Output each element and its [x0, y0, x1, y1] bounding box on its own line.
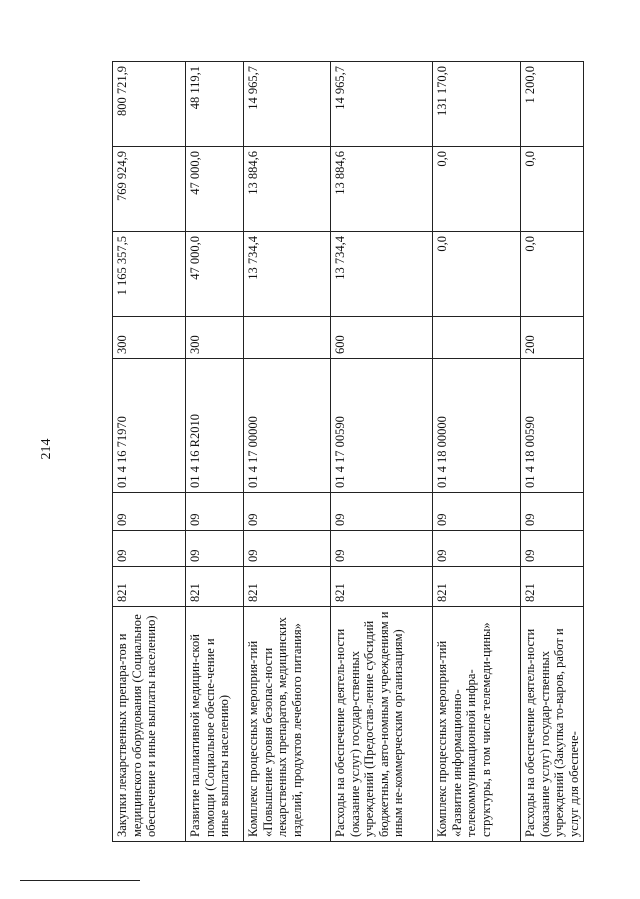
subsection-code: 09 [113, 493, 186, 531]
grbs-code: 821 [113, 567, 186, 607]
target-article-code: 01 4 16 R2010 [186, 359, 244, 493]
amount-year-1: 1 165 357,5 [113, 232, 186, 317]
amount-year-2: 47 000,0 [186, 147, 244, 232]
section-code: 09 [186, 531, 244, 567]
row-name: Расходы на обеспечение деятель-ности (оказание услуг) государ-ственных учреждений (Предостав-ление субсидий бюджетным, авто-номным учреждениям и иным не-коммерческим организациям) [331, 607, 433, 842]
section-code: 09 [331, 531, 433, 567]
subsection-code: 09 [244, 493, 331, 531]
amount-year-3: 14 965,7 [331, 62, 433, 147]
expense-type-code: 200 [521, 317, 584, 359]
table-row [113, 62, 186, 842]
page-number-text: 214 [39, 438, 54, 460]
table-row [186, 62, 244, 842]
target-article-code: 01 4 16 71970 [113, 359, 186, 493]
amount-year-1: 47 000,0 [186, 232, 244, 317]
expense-type-code [433, 317, 521, 359]
grbs-code: 821 [186, 567, 244, 607]
expense-type-code: 600 [331, 317, 433, 359]
section-code: 09 [244, 531, 331, 567]
amount-year-2: 13 884,6 [331, 147, 433, 232]
expense-type-code [244, 317, 331, 359]
subsection-code: 09 [186, 493, 244, 531]
amount-year-1: 0,0 [521, 232, 584, 317]
target-article-code: 01 4 17 00590 [331, 359, 433, 493]
budget-table [112, 61, 584, 842]
budget-table-container [112, 62, 582, 842]
amount-year-1: 13 734,4 [244, 232, 331, 317]
target-article-code: 01 4 17 00000 [244, 359, 331, 493]
grbs-code: 821 [521, 567, 584, 607]
target-article-code: 01 4 18 00590 [521, 359, 584, 493]
table-row [331, 62, 433, 842]
expense-type-code: 300 [113, 317, 186, 359]
amount-year-3: 131 170,0 [433, 62, 521, 147]
grbs-code: 821 [244, 567, 331, 607]
section-code: 09 [113, 531, 186, 567]
table-row [244, 62, 331, 842]
amount-year-3: 14 965,7 [244, 62, 331, 147]
subsection-code: 09 [521, 493, 584, 531]
subsection-code: 09 [433, 493, 521, 531]
amount-year-3: 1 200,0 [521, 62, 584, 147]
section-code: 09 [433, 531, 521, 567]
grbs-code: 821 [331, 567, 433, 607]
amount-year-2: 0,0 [521, 147, 584, 232]
expense-type-code: 300 [186, 317, 244, 359]
footnote-separator [20, 880, 140, 881]
amount-year-1: 13 734,4 [331, 232, 433, 317]
amount-year-3: 48 119,1 [186, 62, 244, 147]
amount-year-2: 769 924,9 [113, 147, 186, 232]
table-row [521, 62, 584, 842]
amount-year-3: 800 721,9 [113, 62, 186, 147]
row-name: Расходы на обеспечение деятель-ности (оказание услуг) государ-ственных учреждений (Закупка то-варов, работ и услуг для обеспече- [521, 607, 584, 842]
amount-year-1: 0,0 [433, 232, 521, 317]
table-row [433, 62, 521, 842]
row-name: Комплекс процессных мероприя-тий «Развитие информационно-телекоммуникационной инфра-структуры, в том числе телемеди-цины» [433, 607, 521, 842]
row-name: Закупки лекарственных препара-тов и медицинского оборудования (Социальное обеспечение и иные выплаты населению) [113, 607, 186, 842]
subsection-code: 09 [331, 493, 433, 531]
row-name: Комплекс процессных мероприя-тий «Повышение уровня безопас-ности лекарственных препаратов, медицинских изделий, продуктов лечебного питания» [244, 607, 331, 842]
target-article-code: 01 4 18 00000 [433, 359, 521, 493]
grbs-code: 821 [433, 567, 521, 607]
amount-year-2: 0,0 [433, 147, 521, 232]
section-code: 09 [521, 531, 584, 567]
row-name: Развитие паллиативной медицин-ской помощи (Социальное обеспе-чение и иные выплаты населению) [186, 607, 244, 842]
amount-year-2: 13 884,6 [244, 147, 331, 232]
